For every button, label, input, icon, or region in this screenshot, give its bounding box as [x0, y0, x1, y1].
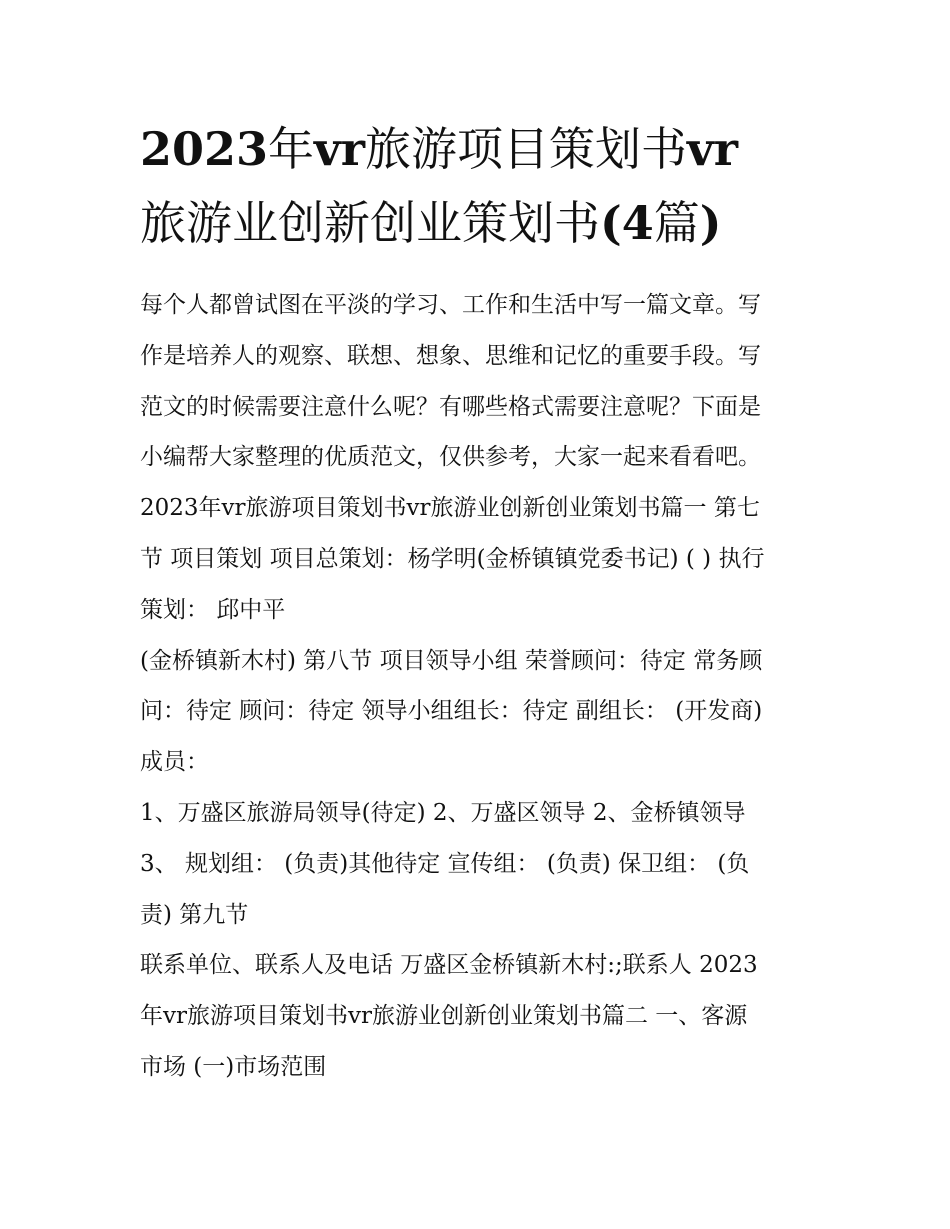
body-line-4: 小编帮大家整理的优质范文，仅供参考，大家一起来看看吧。	[140, 444, 761, 471]
body-line-6: 节 项目策划 项目总策划：杨学明(金桥镇镇党委书记) ( ) 执行	[140, 545, 765, 572]
body-line-1: 每个人都曾试图在平淡的学习、工作和生活中写一篇文章。写	[140, 292, 761, 318]
body-line-5: 2023年vr旅游项目策划书vr旅游业创新创业策划书篇一 第七	[140, 495, 760, 522]
body-line-7: 策划： 邱中平	[140, 596, 286, 623]
body-line-9: 问：待定 顾问：待定 领导小组组长：待定 副组长： (开发商)	[140, 698, 763, 725]
body-line-8: (金桥镇新木村) 第八节 项目领导小组 荣誉顾问：待定 常务顾	[140, 647, 763, 674]
body-line-13: 责) 第九节	[140, 901, 249, 928]
body-line-15: 年vr旅游项目策划书vr旅游业创新创业策划书篇二 一、客源	[140, 1003, 748, 1030]
document-title	[140, 118, 820, 254]
body-line-11: 1、万盛区旅游局领导(待定) 2、万盛区领导 2、金桥镇领导	[140, 799, 746, 826]
body-line-2: 作是培养人的观察、联想、想象、思维和记忆的重要手段。写	[140, 342, 761, 369]
title-line-1: 2023年vr旅游项目策划书vr	[140, 122, 738, 176]
body-line-16: 市场 (一)市场范围	[140, 1053, 327, 1080]
body-line-14: 联系单位、联系人及电话 万盛区金桥镇新木村:;联系人 2023	[140, 952, 758, 979]
document-body	[140, 280, 820, 1093]
body-line-3: 范文的时候需要注意什么呢？有哪些格式需要注意呢？下面是	[140, 393, 761, 420]
body-line-12: 3、 规划组： (负责)其他待定 宣传组： (负责) 保卫组： (负	[140, 850, 750, 877]
body-line-10: 成员：	[140, 749, 209, 776]
title-line-2: 旅游业创新创业策划书(4篇)	[140, 196, 722, 250]
